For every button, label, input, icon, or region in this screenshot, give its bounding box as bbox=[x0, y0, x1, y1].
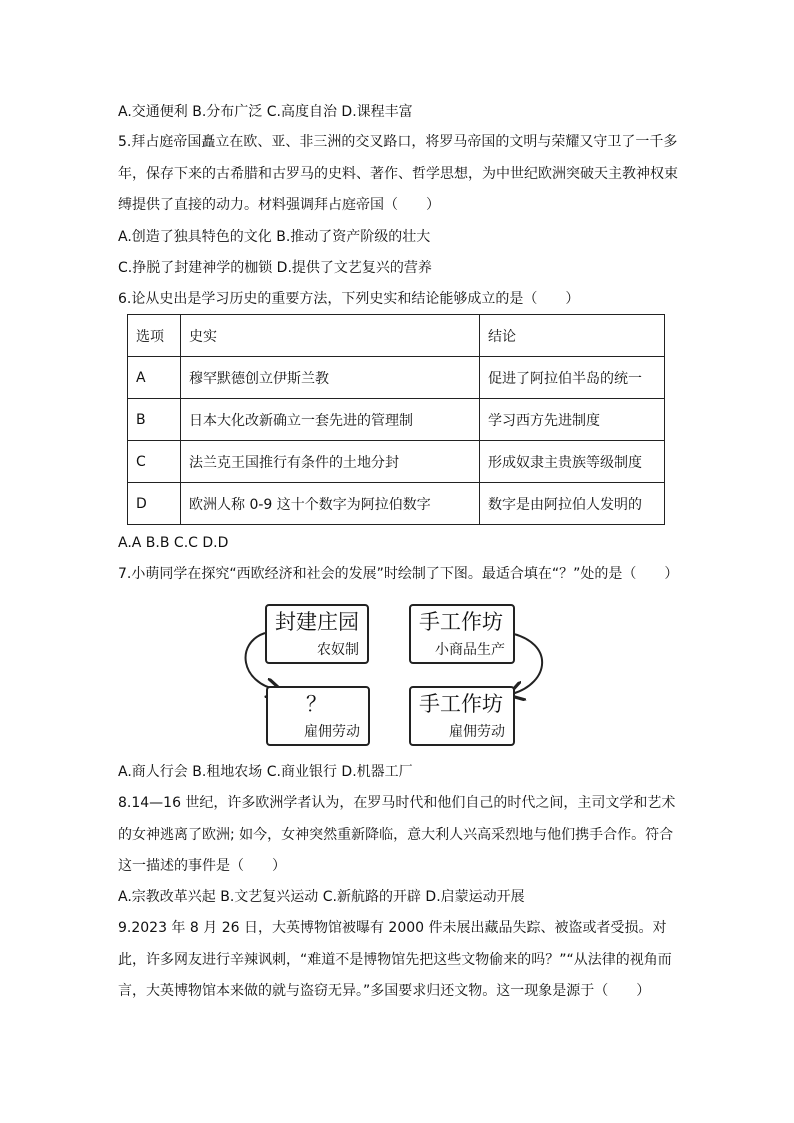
box-workshop-wage-labor bbox=[409, 686, 515, 746]
table-cell: 日本大化改新确立一套先进的管理制 bbox=[181, 399, 480, 441]
box-subtitle: 雇佣劳动 bbox=[304, 724, 360, 740]
table-cell: 欧洲人称 0-9 这十个数字为阿拉伯数字 bbox=[181, 483, 480, 525]
table-cell: 数字是由阿拉伯人发明的 bbox=[480, 483, 665, 525]
q5-options-line1: A.创造了独具特色的文化 B.推动了资产阶级的壮大 bbox=[118, 229, 431, 245]
q6-options: A.A B.B C.C D.D bbox=[118, 535, 229, 551]
box-title: ？ bbox=[306, 692, 327, 716]
box-title: 封建庄园 bbox=[275, 610, 359, 634]
q8-options: A.宗教改革兴起 B.文艺复兴运动 C.新航路的开辟 D.启蒙运动开展 bbox=[118, 889, 525, 905]
q7-options: A.商人行会 B.租地农场 C.商业银行 D.机器工厂 bbox=[118, 764, 413, 780]
table-cell: 法兰克王国推行有条件的土地分封 bbox=[181, 441, 480, 483]
table-cell: D bbox=[128, 483, 181, 525]
q7-stem: 7.小萌同学在探究“西欧经济和社会的发展”时绘制了下图。最适合填在“？”处的是（ ） bbox=[118, 566, 679, 582]
box-subtitle: 农奴制 bbox=[317, 642, 359, 658]
table-cell: 学习西方先进制度 bbox=[480, 399, 665, 441]
q8-stem: 8.14—16 世纪，许多欧洲学者认为，在罗马时代和他们自己的时代之间，主司文学和艺术的女神逃离了欧洲; 如今，女神突然重新降临，意大利人兴高采烈地与他们携手合作。符合这一描述的事件是（ ） bbox=[118, 795, 676, 874]
box-title: 手工作坊 bbox=[419, 610, 503, 634]
table-cell: B bbox=[128, 399, 181, 441]
box-feudal-manor bbox=[265, 604, 369, 664]
q4-options: A.交通便利 B.分布广泛 C.高度自治 D.课程丰富 bbox=[118, 104, 413, 120]
table-cell: 穆罕默德创立伊斯兰教 bbox=[181, 357, 480, 399]
q9-stem: 9.2023 年 8 月 26 日，大英博物馆被曝有 2000 件未展出藏品失踪、被盗或者受损。对此，许多网友进行辛辣讽刺，“难道不是博物馆先把这些文物偷来的吗？”“从法律的视角而言，大英博物馆本来做的就与盗窃无异。”多国要求归还文物。这一现象是源于（ ） bbox=[118, 920, 672, 999]
table-cell: 促进了阿拉伯半岛的统一 bbox=[480, 357, 665, 399]
table-cell: 形成奴隶主贵族等级制度 bbox=[480, 441, 665, 483]
q7-diagram bbox=[240, 598, 560, 748]
box-subtitle: 小商品生产 bbox=[435, 642, 505, 658]
table-row bbox=[128, 441, 665, 483]
box-unknown bbox=[266, 686, 370, 746]
box-title: 手工作坊 bbox=[419, 692, 503, 716]
table-header-row bbox=[128, 315, 665, 357]
table-row bbox=[128, 357, 665, 399]
table-cell: C bbox=[128, 441, 181, 483]
q5-stem: 5.拜占庭帝国矗立在欧、亚、非三洲的交叉路口，将罗马帝国的文明与荣耀又守卫了一千多年，保存下来的古希腊和古罗马的史料、著作、哲学思想，为中世纪欧洲突破天主教神权束缚提供了直接的动力。材料强调拜占庭帝国（ ） bbox=[118, 134, 678, 213]
q6-table bbox=[127, 314, 665, 525]
header-option: 选项 bbox=[128, 315, 181, 357]
box-subtitle: 雇佣劳动 bbox=[449, 724, 505, 740]
table-cell: A bbox=[128, 357, 181, 399]
table-row bbox=[128, 399, 665, 441]
q6-stem: 6.论从史出是学习历史的重要方法，下列史实和结论能够成立的是（ ） bbox=[118, 291, 580, 307]
q5-options-line2: C.挣脱了封建神学的枷锁 D.提供了文艺复兴的营养 bbox=[118, 260, 432, 276]
box-workshop-small-goods bbox=[409, 604, 515, 664]
header-conclusion: 结论 bbox=[480, 315, 665, 357]
table-row bbox=[128, 483, 665, 525]
header-fact: 史实 bbox=[181, 315, 480, 357]
